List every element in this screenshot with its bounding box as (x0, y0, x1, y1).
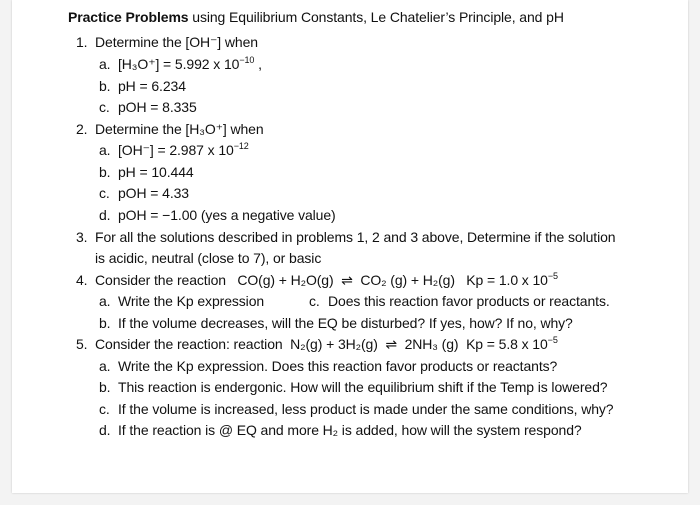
q3-line1: For all the solutions described in problems 1, 2 and 3 above, Determine if the solution (95, 229, 616, 245)
q4-text: Consider the reaction CO(g) + H₂O(g) ⇌ CO₂ (g) + H₂(g) Kp = 1.0 x $10^{-5}$ (95, 271, 558, 288)
q3-number: 3. (76, 229, 88, 245)
q2-d-label: d. (99, 207, 111, 223)
q5-a-label: a. (99, 358, 111, 374)
q1-b-label: b. (99, 78, 111, 94)
q2-b-text: pH = 10.444 (118, 164, 194, 180)
title-rest: using Equilibrium Constants, Le Chatelier’s Principle, and pH (188, 9, 564, 25)
q3-line2: is acidic, neutral (close to 7), or basic (95, 250, 322, 266)
q1-text: Determine the [OH⁻] when (95, 34, 258, 50)
q1-a-text: [H₃O⁺] = 5.992 x $10^{-10}$ , (118, 55, 262, 72)
q5-d-label: d. (99, 422, 111, 438)
q5-a-text: Write the Kp expression. Does this reaction favor products or reactants? (118, 358, 558, 374)
q4-a-text: Write the Kp expression (118, 293, 265, 309)
q4-c-label: c. (309, 293, 320, 309)
q2-c-text: pOH = 4.33 (118, 185, 189, 201)
q1-c-label: c. (99, 99, 110, 115)
q5-d-text: If the reaction is @ EQ and more H₂ is added, how will the system respond? (118, 422, 582, 438)
q1-b-text: pH = 6.234 (118, 78, 186, 94)
q4-b-label: b. (99, 315, 111, 331)
q1-a-label: a. (99, 56, 111, 72)
q1-c-text: pOH = 8.335 (118, 99, 197, 115)
q2-b-label: b. (99, 164, 111, 180)
q5-text: Consider the reaction: reaction N₂(g) + 3H₂(g) ⇌ 2NH₃ (g) Kp = 5.8 x $10^{-5}$ (95, 335, 558, 352)
q4-c-text: Does this reaction favor products or reactants. (328, 293, 610, 309)
q5-c-label: c. (99, 401, 110, 417)
q2-a-text: [OH⁻] = 2.987 x $10^{-12}$ (118, 141, 249, 158)
q4-number: 4. (76, 272, 88, 288)
q5-number: 5. (76, 336, 88, 352)
q4-b-text: If the volume decreases, will the EQ be disturbed? If yes, how? If no, why? (118, 315, 573, 331)
q4-a-label: a. (99, 293, 111, 309)
q2-a-label: a. (99, 142, 111, 158)
q1-number: 1. (76, 34, 88, 50)
q5-b-text: This reaction is endergonic. How will the equilibrium shift if the Temp is lowered? (118, 379, 608, 395)
document-page (12, 0, 688, 493)
q2-d-text: pOH = −1.00 (yes a negative value) (118, 207, 336, 223)
q2-number: 2. (76, 121, 88, 137)
q2-c-label: c. (99, 185, 110, 201)
q2-text: Determine the [H₃O⁺] when (95, 121, 264, 137)
title-bold: Practice Problems (68, 9, 189, 25)
q5-c-text: If the volume is increased, less product is made under the same conditions, why? (118, 401, 614, 417)
q5-b-label: b. (99, 379, 111, 395)
page-title (68, 8, 564, 26)
